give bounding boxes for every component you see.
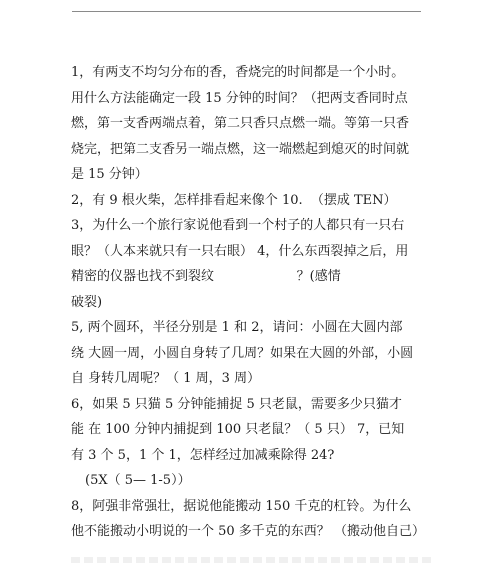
text-line: 燃，第一支香两端点着，第二只香只点燃一端。等第一只香 <box>71 116 410 131</box>
text-line: 8，阿强非常强壮，据说他能搬动 150 千克的杠铃。为什么 <box>71 498 412 514</box>
text-line: 6，如果 5 只猫 5 分钟能捕捉 5 只老鼠，需要多少只猫才 <box>71 396 402 412</box>
text-line: 眼？（人本来就只有一只右眼） 4，什么东西裂掉之后，用 <box>71 243 409 259</box>
text-line: 绕 大圆一周，小圆自身转了几周？如果在大圆的外部，小圆 <box>71 345 414 361</box>
text-line: 1，有两支不均匀分布的香，香烧完的时间都是一个小时。 <box>71 65 405 80</box>
text-line: (5X（ 5— 1-5）） <box>85 473 191 488</box>
text-line: 3，为什么一个旅行家说他看到一个村子的人都只有一只右 <box>71 218 405 233</box>
text-line: 5, 两个圆环，半径分别是 1 和 2，请问：小圆在大圆内部 <box>71 320 403 335</box>
text-line: 用什么方法能确定一段 15 分钟的时间？（把两支香同时点 <box>71 90 408 106</box>
text-line: 能 在 100 分钟内捕捉到 100 只老鼠？（ 5 只） 7，已知 <box>71 422 405 437</box>
cut-off-text-line <box>71 557 431 563</box>
text-line: 他不能搬动小明说的一个 50 多千克的东西？ （搬动他自己） <box>71 524 425 539</box>
text-line: 2，有 9 根火柴，怎样排看起来像个 10. （摆成 TEN） <box>71 192 397 208</box>
text-line: 破裂) <box>71 294 103 310</box>
text-line: 自 身转几周呢？（ 1 周，3 周） <box>71 371 261 386</box>
text-line: 是 15 分钟） <box>71 167 148 182</box>
text-line: 烧完，把第二支香另一端点燃，这一端燃起到熄灭的时间就 <box>71 141 410 157</box>
document-body <box>71 60 439 545</box>
header-rule <box>72 11 421 12</box>
text-line: 精密的仪器也找不到裂纹 ？(感情 <box>71 269 341 284</box>
text-line: 有 3 个 5，1 个 1，怎样经过加减乘除得 24? <box>71 447 335 463</box>
